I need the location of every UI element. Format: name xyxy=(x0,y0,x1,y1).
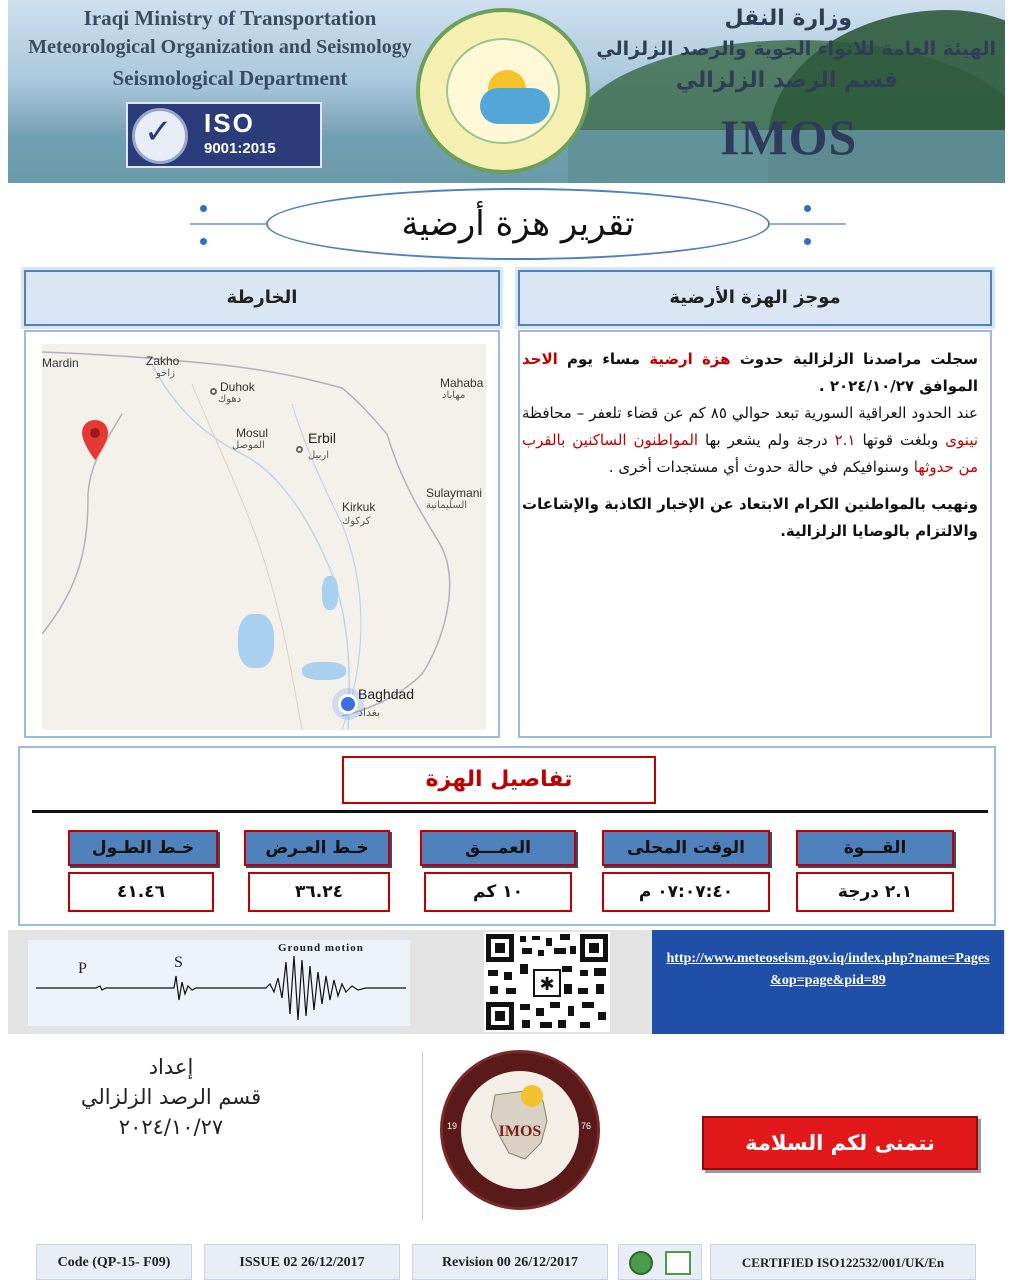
map-graphics xyxy=(42,344,486,730)
depth-value: ١٠ كم xyxy=(424,872,572,912)
summary-advice: ونهيب بالمواطنين الكرام الابتعاد عن الإخبار الكاذبة والإشاعات والالتزام بالوصايا الزلزالية. xyxy=(522,495,978,540)
latitude-value: ٣٦.٢٤ xyxy=(248,872,390,912)
certification-icons xyxy=(618,1244,702,1280)
summary-text xyxy=(522,344,978,545)
map-label-mahaba-ar: مهاباد xyxy=(442,390,466,401)
organization-name-en: Meteorological Organization and Seismology xyxy=(28,36,412,58)
summary-highlight: المواطنون الساكنين بالقرب من حدوثها xyxy=(522,431,978,476)
report-title xyxy=(266,188,770,260)
epicenter-pin-icon[interactable] xyxy=(82,420,108,460)
map-label-kirkuk-ar: كركوك xyxy=(342,516,371,527)
map-label-mosul-ar: الموصل xyxy=(232,440,265,451)
bullet-dot xyxy=(200,238,207,245)
cert-seal-icon xyxy=(629,1251,653,1275)
details-title: تفاصيل الهزة xyxy=(342,756,656,804)
qr-code[interactable] xyxy=(484,932,610,1032)
prepared-department: قسم الرصد الزلزالي xyxy=(80,1085,262,1109)
cloud-icon xyxy=(480,88,550,124)
seal-year-start: 19 xyxy=(447,1121,458,1131)
organization-logo xyxy=(416,8,590,174)
city-dot-icon xyxy=(296,446,303,453)
map-label-sulaymani-ar: السليمانية xyxy=(426,500,468,511)
map-label-baghdad: Baghdad xyxy=(358,686,415,702)
document-certified: CERTIFIED ISO122532/001/UK/En xyxy=(710,1244,976,1280)
qr-code-icon xyxy=(484,932,610,1032)
summary-text-part: وبلغت قوتها xyxy=(855,431,946,449)
checkmark-icon: ✓ xyxy=(144,112,173,152)
document-revision: Revision 00 26/12/2017 xyxy=(412,1244,608,1280)
prepared-label: إعداد xyxy=(148,1055,194,1079)
logo-inner xyxy=(446,38,560,144)
imos-brand: IMOS xyxy=(720,109,858,165)
longitude-header: خـط الطـول xyxy=(68,830,218,866)
ground-motion-label: Ground motion xyxy=(278,942,364,954)
document-issue: ISSUE 02 26/12/2017 xyxy=(204,1244,400,1280)
ministry-name-en: Iraqi Ministry of Transportation xyxy=(83,6,377,30)
latitude-header: خـط العـرض xyxy=(244,830,390,866)
summary-highlight: هزة ارضية xyxy=(649,350,731,368)
map-label-zakho: Zakho xyxy=(146,354,180,368)
map-label-baghdad-ar: بغداد xyxy=(358,706,381,719)
cert-badge-icon xyxy=(665,1251,691,1275)
document-code: Code (QP-15- F09) xyxy=(36,1244,192,1280)
report-title-text: تقرير هزة أرضية xyxy=(401,204,635,244)
summary-highlight: نينوى xyxy=(945,431,979,449)
summary-highlight: الاحد xyxy=(522,350,558,368)
magnitude-value: ٢.١ درجة xyxy=(796,872,954,912)
ministry-name-ar: وزارة النقل xyxy=(724,6,852,31)
title-rule-left xyxy=(190,223,266,225)
depth-header: العمـــق xyxy=(420,830,576,866)
map-label-sulaymani: Sulaymani xyxy=(426,486,483,500)
bullet-dot xyxy=(804,238,811,245)
svg-text:✱: ✱ xyxy=(539,974,555,995)
organization-name-ar: الهيئة العامة للانواء الجوية والرصد الزلزالي xyxy=(596,38,996,60)
map-label-erbil-ar: اربيل xyxy=(308,450,329,461)
summary-text-part: درجة ولم يشعر بها xyxy=(698,431,835,449)
department-name-en: Seismological Department xyxy=(112,66,348,90)
bullet-dot xyxy=(200,205,207,212)
prepared-date: ٢٠٢٤/١٠/٢٧ xyxy=(118,1115,224,1139)
earthquake-map[interactable] xyxy=(42,344,486,730)
city-dot-icon xyxy=(210,388,217,395)
summary-paragraph xyxy=(522,400,978,481)
website-link-box xyxy=(652,930,1004,1034)
iso-badge xyxy=(126,102,322,168)
seal-text: IMOS xyxy=(498,1123,542,1140)
iso-number: 9001:2015 xyxy=(204,140,276,157)
s-wave-label: S xyxy=(174,954,183,971)
local-time-header: الوقت المحلى xyxy=(602,830,770,866)
seismogram xyxy=(28,940,410,1026)
title-rule-right xyxy=(770,223,846,225)
prepared-by-block xyxy=(60,1052,282,1142)
map-label-zakho-ar: زاخو xyxy=(156,368,175,379)
p-wave-label: P xyxy=(78,960,87,977)
summary-highlight: ٢.١ xyxy=(834,431,856,449)
summary-text-part: عند الحدود العراقية السورية تبعد حوالي ٨٥ كم عن قضاء تلعفر – محافظة xyxy=(522,404,978,422)
department-name-ar: قسم الرصد الزلزالي xyxy=(675,68,898,93)
longitude-value: ٤١.٤٦ xyxy=(68,872,214,912)
map-label-erbil: Erbil xyxy=(308,430,337,446)
summary-section-header: موجز الهزة الأرضية xyxy=(518,270,992,326)
details-divider xyxy=(32,810,988,813)
website-link[interactable]: http://www.meteoseism.gov.iq/index.php?name=Pages&op=page&pid=89 xyxy=(666,951,990,988)
map-label-duhok-ar: دهوك xyxy=(218,394,242,405)
seismogram-trace xyxy=(36,948,406,1022)
imos-seal-logo xyxy=(440,1050,600,1210)
summary-text-part: وسنوافيكم في حالة حدوث أي مستجدات أخرى . xyxy=(608,458,914,476)
footer-divider xyxy=(422,1052,423,1220)
summary-text-part: سجلت مراصدنا الزلزالية حدوث xyxy=(730,350,978,368)
summary-paragraph xyxy=(522,346,978,400)
map-label-mahaba: Mahaba xyxy=(440,376,484,390)
lake-shape xyxy=(302,662,346,680)
map-label-duhok: Duhok xyxy=(220,380,255,394)
lake-shape xyxy=(322,576,338,610)
summary-text-part: مساء يوم xyxy=(557,350,650,368)
lake-shape xyxy=(238,614,274,668)
current-location-icon xyxy=(338,694,358,714)
sun-icon xyxy=(521,1085,543,1107)
iso-label: ISO xyxy=(204,108,255,138)
magnitude-header: القـــوة xyxy=(796,830,954,866)
border-line xyxy=(342,434,450,716)
local-time-value: ٠٧:٠٧:٤٠ م xyxy=(602,872,770,912)
safety-banner: نتمنى لكم السلامة xyxy=(702,1116,978,1170)
seal-year-end: 76 xyxy=(581,1121,592,1131)
map-section-header: الخارطة xyxy=(24,270,500,326)
map-label-kirkuk: Kirkuk xyxy=(342,500,376,514)
map-label-mardin: Mardin xyxy=(42,356,79,370)
map-label-mosul: Mosul xyxy=(236,426,269,440)
summary-date: الموافق ٢٠٢٤/١٠/٢٧ . xyxy=(818,377,978,395)
bullet-dot xyxy=(804,205,811,212)
